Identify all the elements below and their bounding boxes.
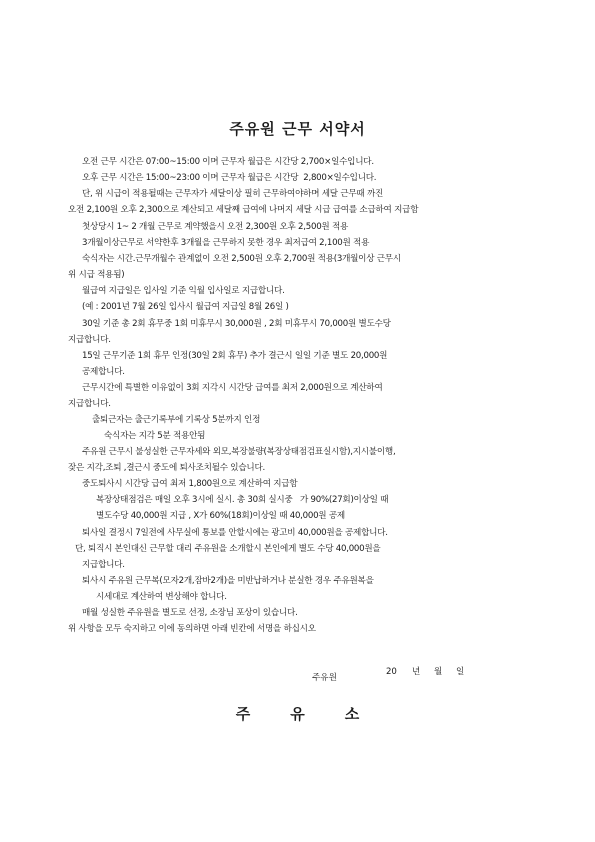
body-line: 중도퇴사시 시간당 급여 최저 1,800원으로 계산하여 지급함 [82,479,298,489]
body-line: 단, 위 시급이 적용될때는 근무자가 세달이상 필히 근무하여야하며 세달 근무때 까진 [82,189,384,199]
body-line: 지급합니다. [68,399,111,409]
signature-date [375,655,464,687]
body-line: 30일 기준 총 2회 휴무중 1회 미휴무시 30,000원 , 2회 미휴무시 70,000원 별도수당 [82,319,391,329]
body-line: 위 사항을 모두 숙지하고 이에 동의하면 아래 빈칸에 서명을 하십시오 [68,624,316,634]
body-line: 오전 2,100원 오후 2,300으로 계산되고 세달째 급여에 나머지 세달 시급 급여를 소급하여 지급함 [68,205,419,215]
document-title: 주유원 근무 서약서 [229,120,366,138]
body-line: 월급여 지급일은 입사일 기준 익월 입사일로 지급합니다. [82,286,285,296]
body-line: 시세대로 계산하여 변상해야 합니다. [96,592,227,602]
body-line: 퇴사일 결정시 7일전에 사무실에 통보를 안할시에는 광고비 40,000원을 공제합니다. [82,528,388,538]
body-line: 별도수당 40,000원 지급 , X가 60%(18회)이상일 때 40,000원 공제 [96,511,345,521]
company-char: 유 [290,705,305,723]
body-line: 근무시간에 특별한 이유없이 3회 지각시 시간당 급여를 최저 2,000원으로 계산하여 [82,383,383,393]
body-line: 주유원 근무시 불성실한 근무자세와 외모,복장불량(복장상태점검표실시함),지시불이행, [82,447,396,457]
date-day-unit: 일 [455,667,465,677]
body-line: 숙식자는 지각 5분 적용안됨 [104,431,206,441]
body-line: 매월 성실한 주유원을 별도로 선정, 소장님 포상이 있습니다. [82,608,298,618]
body-line: 단, 퇴직시 본인대신 근무할 대리 주유원을 소개할시 본인에게 별도 수당 40,000원을 [75,544,381,554]
body-line: 복장상태점검은 매일 오후 3시에 실시. 총 30회 실시중 가 90%(27회)이상일 때 [96,495,389,505]
company-char: 소 [344,705,360,723]
company-name [0,703,595,724]
signer-label: 주유원 [312,673,337,683]
body-line: 15일 근무기준 1회 휴무 인정(30일 2회 휴무) 추가 결근시 일일 기준 별도 20,000원 [82,351,388,361]
date-month-unit: 월 [433,667,443,677]
body-line: 오전 근무 시간은 07:00~15:00 이며 근무자 월급은 시간당 2,700×일수입니다. [82,157,374,167]
body-line: 출퇴근자는 출근기록부에 기록상 5분까지 인정 [92,415,261,425]
company-char: 주 [235,705,251,723]
body-line: 오후 근무 시간은 15:00~23:00 이며 근무자 월급은 시간당 2,800×일수입니다. [82,173,377,183]
body-line: 공제합니다. [82,367,125,377]
body-line: 숙식자는 시간.근무개월수 관계없이 오전 2,500원 오후 2,700원 적용(3개월이상 근무시 [82,254,401,264]
body-line: 지급합니다. [82,560,125,570]
date-year: 20 [385,667,397,677]
body-line: 3개월이상근무로 서약한후 3개월을 근무하지 못한 경우 최저급여 2,100원 적용 [82,238,370,248]
body-line: 위 시급 적용됨) [68,270,125,280]
date-year-unit: 년 [411,667,421,677]
body-line: 잦은 지각,조퇴 ,결근시 중도에 퇴사조치될수 있습니다. [68,463,265,473]
body-line: (예 : 2001년 7월 26일 입사시 월급여 지급일 8월 26일 ) [82,302,289,312]
body-line: 첫상당시 1~ 2 개월 근무로 계약했을시 오전 2,300원 오후 2,500원 적용 [82,222,349,232]
body-line: 지급합니다. [68,335,111,345]
body-line: 퇴사시 주유원 근무복(모자2개,잠바2개)을 미반납하거나 분실한 경우 주유원복을 [82,576,374,586]
